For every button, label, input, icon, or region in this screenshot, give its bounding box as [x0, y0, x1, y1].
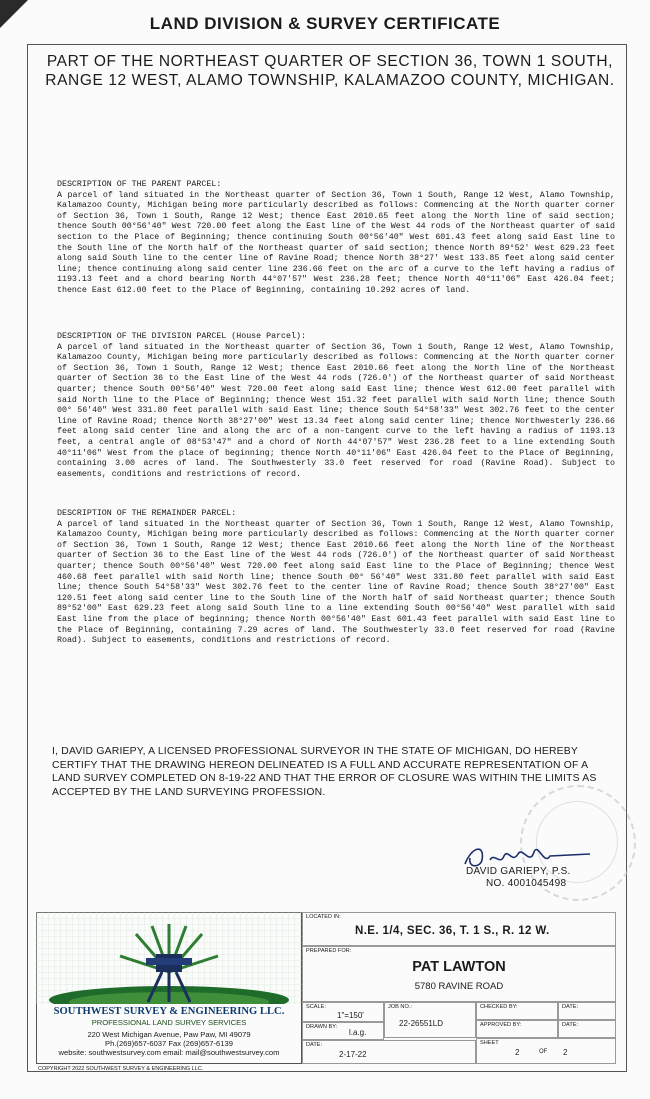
license-number: NO. 4001045498 [486, 878, 567, 889]
job-number: 22-26551LD [399, 1019, 444, 1028]
firm-phone: Ph.(269)657-6037 Fax (269)657-6139 [105, 1039, 233, 1048]
surveyor-certification: I, DAVID GARIEPY, A LICENSED PROFESSIONAL SURVEYOR IN THE STATE OF MICHIGAN, DO HEREBY CERTIFY THAT THE DRAWING HEREON DELINEATED IS A FULL AND ACCURATE REPRESENTATION OF A LAND SURVEY COMPLETED ON 8-19-22 AND THAT THE ERROR OF CLOSURE WAS WITHIN THE LIMITS AS ACCEPTED BY THE LAND SURVEYING PROFESSION. [52, 746, 597, 798]
prepared-for-cell [302, 946, 616, 1002]
signature-block [466, 866, 571, 890]
checked-by-cell [476, 1002, 558, 1020]
firm-web: website: southwestsurvey.com email: mail@southwestsurvey.com [58, 1048, 280, 1057]
firm-name: SOUTHWEST SURVEY & ENGINEERING LLC. [53, 1006, 285, 1017]
job-cell [384, 1002, 476, 1038]
parent-parcel-body: A parcel of land situated in the Northeast quarter of Section 36, Town 1 South, Range 12 West, Alamo Township, Kalamazoo County, Michigan being more particularly described as follows: Commencing at the North quarter corner of Section 36, Town 1 South, Range 12 West; thence East 2010.65 feet along the North line of said section; thence South 00°56'40" West 720.00 feet along the East line of the West 44 rods of the Northeast quarter of said section to the Place of Beginning; thence continuing South 00°56'40" West 601.43 feet along said East line to the South line of the North half of the Northeast quarter of said section; thence North 89°52' West 629.23 feet along said South line to the center line of Ravine Road; thence North 38°27' West 133.85 feet along said center line; thence continuing along said center line 236.66 feet on the arc of a curve to the left having a radius of 1193.13 feet and a chord bearing North 44°07'57" West 236.28 feet; thence North 40°11'06" East 426.04 feet; thence East 612.00 feet to the Place of Beginning, containing 10.292 acres of land. [57, 190, 615, 295]
copyright-notice: COPYRIGHT 2022 SOUTHWEST SURVEY & ENGINEERING LLC. [38, 1066, 204, 1072]
drawn-by-label: DRAWN BY: [306, 1024, 338, 1030]
section-heading: PART OF THE NORTHEAST QUARTER OF SECTION 36, TOWN 1 SOUTH, RANGE 12 WEST, ALAMO TOWNSHIP, KALAMAZOO COUNTY, MICHIGAN. [45, 53, 615, 89]
client-address: 5780 RAVINE ROAD [414, 981, 504, 992]
firm-contact [36, 1030, 302, 1057]
checked-by-label: CHECKED BY: [480, 1004, 518, 1010]
prepared-for-label: PREPARED FOR: [306, 948, 352, 954]
firm-services: PROFESSIONAL LAND SURVEY SERVICES [91, 1018, 247, 1027]
firm-logo-area [36, 912, 302, 1064]
scale-cell [302, 1002, 384, 1022]
scale-value: 1"=150' [337, 1011, 364, 1020]
drawn-by-cell [302, 1022, 384, 1040]
approved-by-cell [476, 1020, 558, 1038]
surveyor-name: DAVID GARIEPY, P.S. [466, 866, 571, 877]
parent-parcel-title: DESCRIPTION OF THE PARENT PARCEL: [57, 180, 222, 189]
sheet-label: SHEET [480, 1040, 499, 1046]
division-parcel-description [57, 332, 615, 480]
sheet-cell [476, 1038, 616, 1064]
date-label: DATE: [306, 1042, 323, 1048]
approved-date-cell [558, 1020, 616, 1038]
remainder-parcel-body: A parcel of land situated in the Northeast quarter of Section 36, Town 1 South, Range 12 West, Alamo Township, Kalamazoo County, Michigan being more particularly described as follows: Commencing at the North quarter corner of Section 36, Town 1 South, Range 12 West; thence East 2010.66 feet along the North line of the Northeast quarter of Section 36 to the East line of the West 44 rods (726.0') of the Northeast quarter of said Northeast quarter; thence South 00°56'40" West 720.00 feet along said East line to the Place of Beginning; thence West 460.68 feet parallel with said North line; thence South 00° 56'40" West 331.80 feet parallel with said East line; thence South 54°58'33" West 302.76 feet to the center line of Ravine Road; thence South 38°27'00" East 120.51 feet along said center line to the South line of the North half of said Northeast quarter; thence South 89°52'00" East 629.23 feet along said South line to a line extending South 00°56'40" West parallel with said East line from the place of beginning; thence North 00°56'40" East 601.43 feet parallel with said East line to the Place of Beginning, containing 7.29 acres of land. The Southwesterly 33.0 feet reserved for road (Ravine Road). Subject to easements, conditions and restrictions of record. [57, 519, 615, 646]
approved-date-label: DATE: [562, 1022, 579, 1028]
date-value: 2-17-22 [339, 1050, 367, 1059]
survey-instrument-logo-icon [36, 912, 302, 1004]
approved-by-label: APPROVED BY: [480, 1022, 522, 1028]
sheet-of-label: OF [539, 1049, 548, 1055]
located-in-label: LOCATED IN: [306, 914, 341, 920]
client-name: PAT LAWTON [412, 959, 506, 975]
firm-address: 220 West Michigan Avenue, Paw Paw, MI 49079 [87, 1030, 251, 1039]
checked-date-label: DATE: [562, 1004, 579, 1010]
remainder-parcel-title: DESCRIPTION OF THE REMAINDER PARCEL: [57, 509, 237, 518]
document-title: LAND DIVISION & SURVEY CERTIFICATE [149, 14, 501, 33]
job-label: JOB NO.: [388, 1004, 412, 1010]
checked-date-cell [558, 1002, 616, 1020]
remainder-parcel-description [57, 509, 615, 647]
located-in-value: N.E. 1/4, SEC. 36, T. 1 S., R. 12 W. [355, 925, 550, 937]
scale-label: SCALE: [306, 1004, 326, 1010]
parent-parcel-description [57, 180, 615, 297]
division-parcel-title: DESCRIPTION OF THE DIVISION PARCEL (House Parcel): [57, 332, 306, 341]
date-cell [302, 1040, 476, 1064]
drawn-by-value: l.a.g. [349, 1028, 367, 1037]
division-parcel-body: A parcel of land situated in the Northeast quarter of Section 36, Town 1 South, Range 12 West, Alamo Township, Kalamazoo County, Michigan being more particularly described as follows: Commencing at the North quarter corner of Section 36, Town 1 South, Range 12 West; thence East 2010.66 feet along the North line of the Northeast quarter of Section 36 to the East line of the West 44 rods (726.0') of the Northeast quarter of said Northeast quarter; thence South 00°56'40" West 720.00 feet along said East line; thence West 612.00 feet parallel with said North line to the Place of Beginning; thence West 151.32 feet parallel with said North line; thence South 00° 56'40" West 331.80 feet parallel with said East line; thence South 54°58'33" West 302.76 feet to the center line of Ravine Road; thence North 38°27'00" West 13.34 feet along said center line; thence Northwesterly 236.66 feet along said center line and along the arc of a non-tangent curve to the left having a radius of 1193.13 feet, a central angle of 08°53'47" and a chord of North 44°07'57" West 236.28 feet to a line extending South 40°11'06" West from the place of beginning; thence North 40°11'06" East 426.04 feet to the Place of Beginning, containing 3.00 acres of land. The Southwesterly 33.0 feet reserved for road (Ravine Road). Subject to easements, conditions and restrictions of record. [57, 342, 615, 479]
located-in-cell [302, 912, 616, 946]
sheet-number: 2 [515, 1048, 520, 1057]
sheet-total: 2 [563, 1048, 568, 1057]
